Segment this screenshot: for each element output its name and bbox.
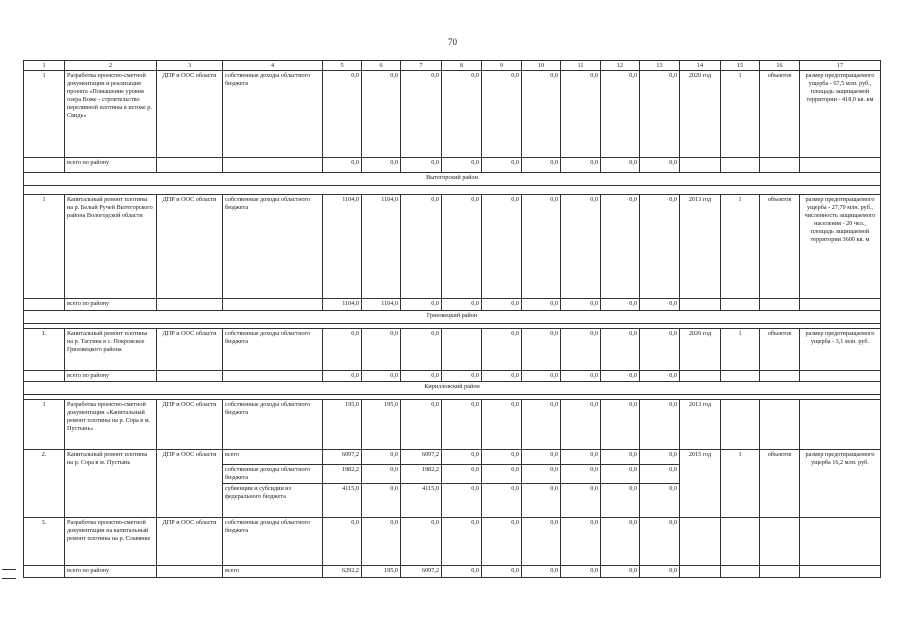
value-cell: 0,0 [482, 450, 522, 465]
empty-cell [760, 518, 800, 566]
value-cell: 0,0 [362, 465, 401, 484]
value-cell: 0,0 [482, 400, 522, 450]
total-label: всего по району [65, 371, 157, 382]
funding-source: субвенции и субсидии из федерального бюджета [223, 484, 323, 518]
section-header-row [24, 173, 881, 186]
unit-cell: объектов [760, 71, 800, 158]
empty-cell [157, 371, 223, 382]
value-cell: 0,0 [601, 158, 640, 173]
value-cell: 0,0 [640, 371, 680, 382]
empty-cell [760, 299, 800, 311]
header-cell: 7 [401, 61, 442, 71]
value-cell: 0,0 [522, 299, 561, 311]
value-cell: 6097,2 [401, 450, 442, 465]
row-number: 2. [24, 450, 65, 518]
margin-mark [2, 569, 16, 570]
value-cell: 0,0 [442, 158, 482, 173]
value-cell: 0,0 [482, 518, 522, 566]
funding-source: собственные доходы областного бюджета [223, 518, 323, 566]
empty-cell [721, 299, 760, 311]
table-row [24, 329, 881, 371]
header-cell: 6 [362, 61, 401, 71]
empty-cell [800, 371, 881, 382]
table-row [24, 450, 881, 465]
value-cell: 195,0 [362, 400, 401, 450]
header-cell: 9 [482, 61, 522, 71]
empty-cell [721, 371, 760, 382]
value-cell: 0,0 [362, 450, 401, 465]
header-cell: 16 [760, 61, 800, 71]
empty-cell [157, 158, 223, 173]
year-cell: 2015 год [680, 450, 721, 518]
value-cell: 6292,2 [323, 566, 362, 578]
executor: ДПР и ООС области [157, 400, 223, 450]
value-cell: 0,0 [482, 484, 522, 518]
total-row [24, 158, 881, 173]
empty-cell [157, 299, 223, 311]
value-cell: 0,0 [401, 299, 442, 311]
year-cell: 2020 год [680, 71, 721, 158]
empty-cell [800, 299, 881, 311]
value-cell: 0,0 [442, 566, 482, 578]
spacer-row [24, 186, 881, 195]
header-cell: 11 [561, 61, 601, 71]
value-cell: 0,0 [362, 484, 401, 518]
value-cell: 0,0 [640, 71, 680, 158]
total-row [24, 299, 881, 311]
project-name: Разработка проектно-сметной документации «Капитальный ремонт плотины на р. Сора в м. Пустынь» [65, 400, 157, 450]
value-cell: 0,0 [601, 566, 640, 578]
value-cell: 195,0 [323, 400, 362, 450]
value-cell: 0,0 [601, 400, 640, 450]
value-cell: 0,0 [601, 195, 640, 299]
indicator-cell: размер предотвращаемого ущерба 16,2 млн. руб. [800, 450, 881, 518]
value-cell: 0,0 [522, 195, 561, 299]
value-cell: 1104,0 [323, 299, 362, 311]
value-cell: 0,0 [522, 158, 561, 173]
row-number: 1 [24, 195, 65, 299]
empty-cell [24, 566, 65, 578]
header-cell: 15 [721, 61, 760, 71]
value-cell: 4115,0 [401, 484, 442, 518]
header-cell: 14 [680, 61, 721, 71]
funding-source: всего [223, 566, 323, 578]
funding-source: собственные доходы областного бюджета [223, 400, 323, 450]
header-cell: 2 [65, 61, 157, 71]
value-cell: 0,0 [601, 518, 640, 566]
empty-cell [680, 299, 721, 311]
value-cell: 0,0 [401, 400, 442, 450]
project-name: Разработка проектно-сметной документации на капитальный ремонт плотины на р. Славянке [65, 518, 157, 566]
value-cell: 0,0 [601, 71, 640, 158]
value-cell: 0,0 [561, 450, 601, 465]
value-cell: 0,0 [522, 566, 561, 578]
value-cell: 0,0 [442, 71, 482, 158]
page-number: 70 [448, 37, 457, 47]
project-name: Капитальный ремонт плотины на р. Сора в м. Пустынь [65, 450, 157, 518]
table-row [24, 71, 881, 158]
year-cell: 2013 год [680, 400, 721, 450]
header-cell: 8 [442, 61, 482, 71]
row-number: 1. [24, 329, 65, 371]
value-cell: 0,0 [401, 371, 442, 382]
value-cell: 0,0 [561, 518, 601, 566]
executor: ДПР и ООС области [157, 329, 223, 371]
total-label: всего по району [65, 566, 157, 578]
value-cell: 0,0 [561, 158, 601, 173]
value-cell: 0,0 [522, 465, 561, 484]
indicator-cell: размер предотвращаемого ущерба - 27,79 млн. руб., численность защищаемого населения - 20 чел., площадь защищаемой территории 3600 кв. м [800, 195, 881, 299]
value-cell: 0,0 [362, 71, 401, 158]
header-cell: 12 [601, 61, 640, 71]
empty-cell [24, 371, 65, 382]
value-cell: 0,0 [640, 465, 680, 484]
value-cell: 0,0 [561, 195, 601, 299]
unit-cell: объектов [760, 450, 800, 518]
value-cell: 0,0 [601, 329, 640, 371]
empty-cell [760, 400, 800, 450]
value-cell: 0,0 [323, 371, 362, 382]
total-row [24, 566, 881, 578]
total-label: всего по району [65, 158, 157, 173]
empty-cell [680, 371, 721, 382]
district-name: Грязовецкий район [24, 311, 881, 324]
value-cell: 0,0 [442, 484, 482, 518]
empty-cell [760, 158, 800, 173]
executor: ДПР и ООС области [157, 450, 223, 518]
row-number: 1 [24, 71, 65, 158]
value-cell: 0,0 [640, 518, 680, 566]
funding-source: собственные доходы областного бюджета [223, 329, 323, 371]
funding-source: собственные доходы областного бюджета [223, 465, 323, 484]
value-cell: 0,0 [442, 400, 482, 450]
value-cell: 0,0 [601, 465, 640, 484]
project-name: Капитальный ремонт плотины на р. Таггина в с. Покровское Грязовецкого района [65, 329, 157, 371]
value-cell: 0,0 [323, 71, 362, 158]
value-cell: 0,0 [401, 158, 442, 173]
value-cell: 0,0 [601, 299, 640, 311]
table-row [24, 195, 881, 299]
value-cell: 0,0 [561, 484, 601, 518]
row-number: 1 [24, 400, 65, 450]
project-name: Капитальный ремонт плотины на р. Белый Ручей Вытегорского района Вологодской области [65, 195, 157, 299]
funding-source: собственные доходы областного бюджета [223, 195, 323, 299]
value-cell: 0,0 [482, 158, 522, 173]
value-cell: 0,0 [522, 329, 561, 371]
value-cell: 0,0 [442, 465, 482, 484]
empty-cell [680, 566, 721, 578]
empty-cell [760, 566, 800, 578]
value-cell: 0,0 [401, 71, 442, 158]
value-cell: 0,0 [522, 400, 561, 450]
empty-cell [24, 158, 65, 173]
value-cell: 0,0 [640, 450, 680, 465]
value-cell: 0,0 [522, 518, 561, 566]
value-cell: 0,0 [362, 158, 401, 173]
empty-cell [721, 566, 760, 578]
header-cell: 1 [24, 61, 65, 71]
value-cell: 0,0 [401, 518, 442, 566]
value-cell: 0,0 [601, 371, 640, 382]
empty-cell [24, 299, 65, 311]
value-cell: 0,0 [482, 371, 522, 382]
value-cell: 0,0 [601, 484, 640, 518]
value-cell: 0,0 [442, 450, 482, 465]
table-row [24, 400, 881, 450]
header-cell: 3 [157, 61, 223, 71]
value-cell [442, 329, 482, 371]
value-cell: 0,0 [601, 450, 640, 465]
value-cell: 1104,0 [362, 299, 401, 311]
value-cell: 6097,2 [401, 566, 442, 578]
empty-cell [760, 371, 800, 382]
quantity-cell: 1 [721, 450, 760, 518]
table-row [24, 518, 881, 566]
value-cell: 0,0 [640, 158, 680, 173]
executor: ДПР и ООС области [157, 71, 223, 158]
section-header-row [24, 311, 881, 324]
value-cell: 0,0 [640, 484, 680, 518]
value-cell: 0,0 [640, 400, 680, 450]
funding-source: собственные доходы областного бюджета [223, 71, 323, 158]
value-cell: 0,0 [640, 566, 680, 578]
quantity-cell: 1 [721, 329, 760, 371]
value-cell: 1982,2 [323, 465, 362, 484]
value-cell: 0,0 [561, 566, 601, 578]
district-name: Кирилловский район [24, 382, 881, 395]
total-row [24, 371, 881, 382]
value-cell: 0,0 [561, 465, 601, 484]
value-cell: 0,0 [401, 195, 442, 299]
section-header-row [24, 382, 881, 395]
value-cell: 0,0 [561, 71, 601, 158]
value-cell: 0,0 [561, 299, 601, 311]
value-cell: 0,0 [522, 484, 561, 518]
indicator-cell: размер предотвращаемого ущерба - 67,5 млн. руб., площадь защищаемой территории - 418,0 кв. км [800, 71, 881, 158]
empty-cell [721, 400, 760, 450]
value-cell: 0,0 [482, 566, 522, 578]
project-name: Разработка проектно-сметной документации и реализация проекта «Повышение уровня озера Воже - строительство переливной плотины в истоке р. Свидь» [65, 71, 157, 158]
value-cell: 0,0 [442, 518, 482, 566]
value-cell: 0,0 [561, 400, 601, 450]
value-cell: 0,0 [640, 299, 680, 311]
value-cell: 4115,0 [323, 484, 362, 518]
value-cell: 0,0 [323, 158, 362, 173]
value-cell: 0,0 [401, 329, 442, 371]
empty-cell [800, 400, 881, 450]
empty-cell [800, 518, 881, 566]
empty-cell [223, 299, 323, 311]
value-cell: 195,0 [362, 566, 401, 578]
value-cell: 0,0 [640, 329, 680, 371]
value-cell: 0,0 [482, 329, 522, 371]
executor: ДПР и ООС области [157, 518, 223, 566]
empty-cell [721, 158, 760, 173]
empty-cell [680, 518, 721, 566]
value-cell: 0,0 [482, 465, 522, 484]
total-label: всего по району [65, 299, 157, 311]
unit-cell: объектов [760, 329, 800, 371]
quantity-cell: 1 [721, 71, 760, 158]
value-cell: 0,0 [362, 371, 401, 382]
year-cell: 2020 год [680, 329, 721, 371]
district-name: Вытегорский район [24, 173, 881, 186]
value-cell: 0,0 [482, 71, 522, 158]
value-cell: 1104,0 [323, 195, 362, 299]
year-cell: 2013 год [680, 195, 721, 299]
value-cell: 0,0 [640, 195, 680, 299]
empty-cell [680, 158, 721, 173]
value-cell: 0,0 [482, 195, 522, 299]
header-cell: 17 [800, 61, 881, 71]
value-cell: 0,0 [561, 329, 601, 371]
value-cell: 0,0 [522, 371, 561, 382]
value-cell: 0,0 [482, 299, 522, 311]
value-cell: 0,0 [522, 450, 561, 465]
empty-cell [223, 158, 323, 173]
header-cell: 13 [640, 61, 680, 71]
budget-table [23, 60, 881, 578]
value-cell: 1982,2 [401, 465, 442, 484]
empty-cell [223, 371, 323, 382]
empty-cell [800, 158, 881, 173]
indicator-cell: размер предотвращаемого ущерба - 3,1 млн. руб. [800, 329, 881, 371]
empty-cell [721, 518, 760, 566]
empty-cell [800, 566, 881, 578]
header-cell: 10 [522, 61, 561, 71]
funding-source: всего [223, 450, 323, 465]
value-cell: 0,0 [362, 518, 401, 566]
value-cell: 0,0 [522, 71, 561, 158]
margin-mark [2, 578, 16, 579]
value-cell: 0,0 [323, 329, 362, 371]
value-cell: 1104,0 [362, 195, 401, 299]
executor: ДПР и ООС области [157, 195, 223, 299]
value-cell: 0,0 [561, 371, 601, 382]
value-cell: 0,0 [362, 329, 401, 371]
value-cell: 0,0 [442, 299, 482, 311]
value-cell: 0,0 [323, 518, 362, 566]
header-row [24, 61, 881, 71]
empty-cell [157, 566, 223, 578]
unit-cell: объектов [760, 195, 800, 299]
row-number: 3. [24, 518, 65, 566]
quantity-cell: 1 [721, 195, 760, 299]
value-cell: 0,0 [442, 371, 482, 382]
header-cell: 4 [223, 61, 323, 71]
value-cell: 6097,2 [323, 450, 362, 465]
header-cell: 5 [323, 61, 362, 71]
value-cell: 0,0 [442, 195, 482, 299]
